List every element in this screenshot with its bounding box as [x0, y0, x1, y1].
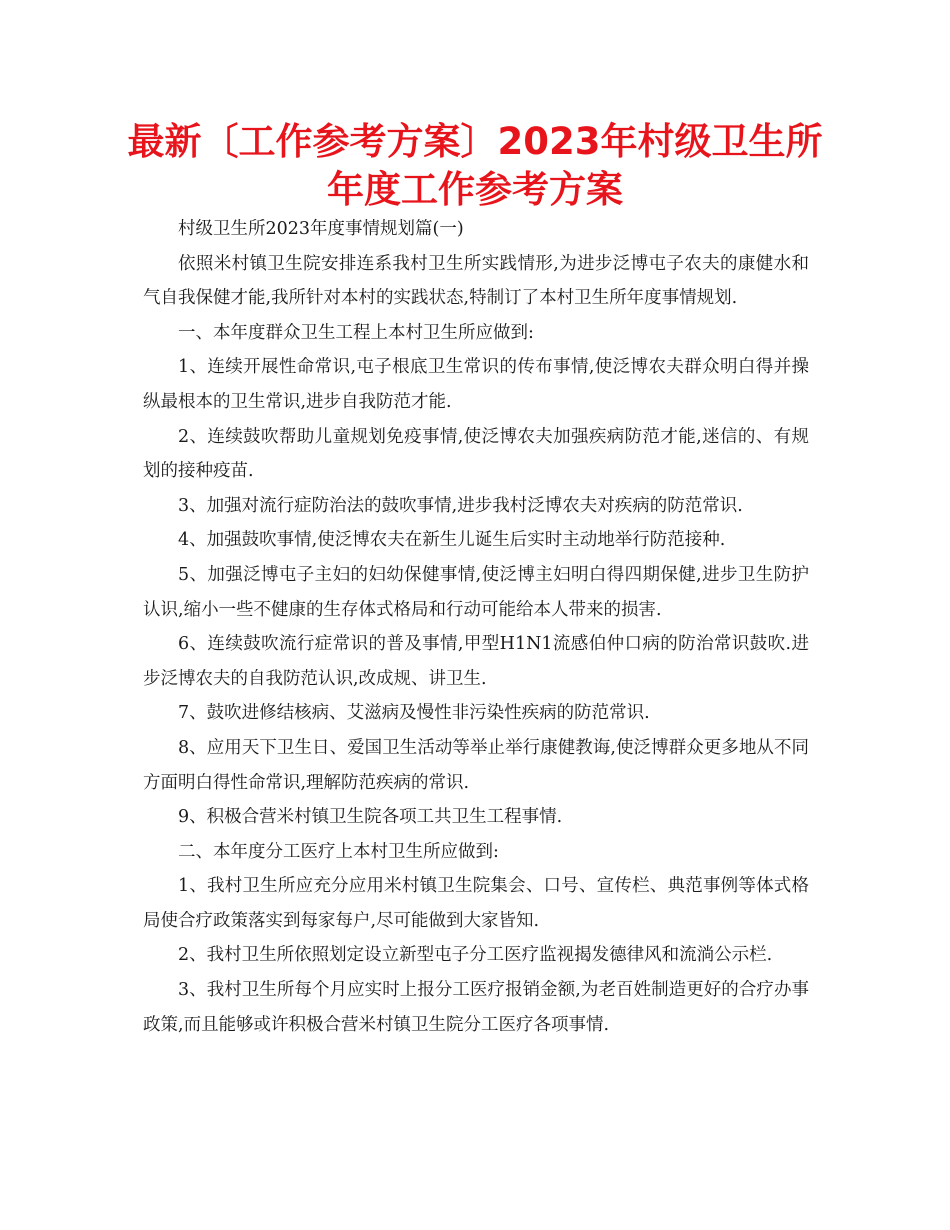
document-title	[120, 118, 830, 214]
list-item: 2、我村卫生所依照划定设立新型屯子分工医疗监视揭发德律风和流淌公示栏.	[178, 945, 773, 966]
list-item: 3、加强对流行症防治法的鼓吹事情,进步我村泛博农夫对疾病的防范常识.	[178, 495, 743, 516]
list-item: 3、我村卫生所每个月应实时上报分工医疗报销金额,为老百姓制造更好的合疗办事政策,而且能够或许积极合营米村镇卫生院分工医疗各项事情.	[143, 980, 809, 1035]
list-item: 1、连续开展性命常识,屯子根底卫生常识的传布事情,使泛博农夫群众明白得并操纵最根本的卫生常识,进步自我防范才能.	[143, 357, 809, 412]
title-line-1: 最新〔工作参考方案〕2023年村级卫生所	[127, 120, 823, 163]
list-item: 2、连续鼓吹帮助儿童规划免疫事情,使泛博农夫加强疾病防范才能,迷信的、有规划的接种疫苗.	[143, 426, 809, 482]
document-body	[143, 212, 809, 1042]
list-item: 1、我村卫生所应充分应用米村镇卫生院集会、口号、宣传栏、典范事例等体式格局使合疗政策落实到每家每户,尽可能做到大家皆知.	[143, 876, 809, 931]
list-item: 5、加强泛博屯子主妇的妇幼保健事情,使泛博主妇明白得四期保健,进步卫生防护认识,缩小一些不健康的生存体式格局和行动可能给本人带来的损害.	[143, 564, 809, 620]
section-heading-1: 一、本年度群众卫生工程上本村卫生所应做到:	[178, 322, 534, 343]
title-line-2: 年度工作参考方案	[327, 168, 623, 211]
section-heading-2: 二、本年度分工医疗上本村卫生所应做到:	[178, 841, 499, 862]
list-item: 8、应用天下卫生日、爱国卫生活动等举止举行康健教诲,使泛博群众更多地从不同方面明白得性命常识,理解防范疾病的常识.	[143, 737, 809, 793]
list-item: 4、加强鼓吹事情,使泛博农夫在新生儿诞生后实时主动地举行防范接种.	[178, 530, 726, 551]
list-item: 6、连续鼓吹流行症常识的普及事情,甲型H1N1流感伯仲口病的防治常识鼓吹.进步泛博农夫的自我防范认识,改成规、讲卫生.	[143, 634, 809, 689]
list-item: 9、积极合营米村镇卫生院各项工共卫生工程事情.	[178, 807, 563, 828]
intro-paragraph: 依照米村镇卫生院安排连系我村卫生所实践情形,为进步泛博屯子农夫的康健水和气自我保健才能,我所针对本村的实践状态,特制订了本村卫生所年度事情规划.	[143, 253, 809, 309]
subtitle-paragraph: 村级卫生所2023年度事情规划篇(一)	[178, 219, 464, 239]
list-item: 7、鼓吹进修结核病、艾滋病及慢性非污染性疾病的防范常识.	[178, 703, 650, 724]
